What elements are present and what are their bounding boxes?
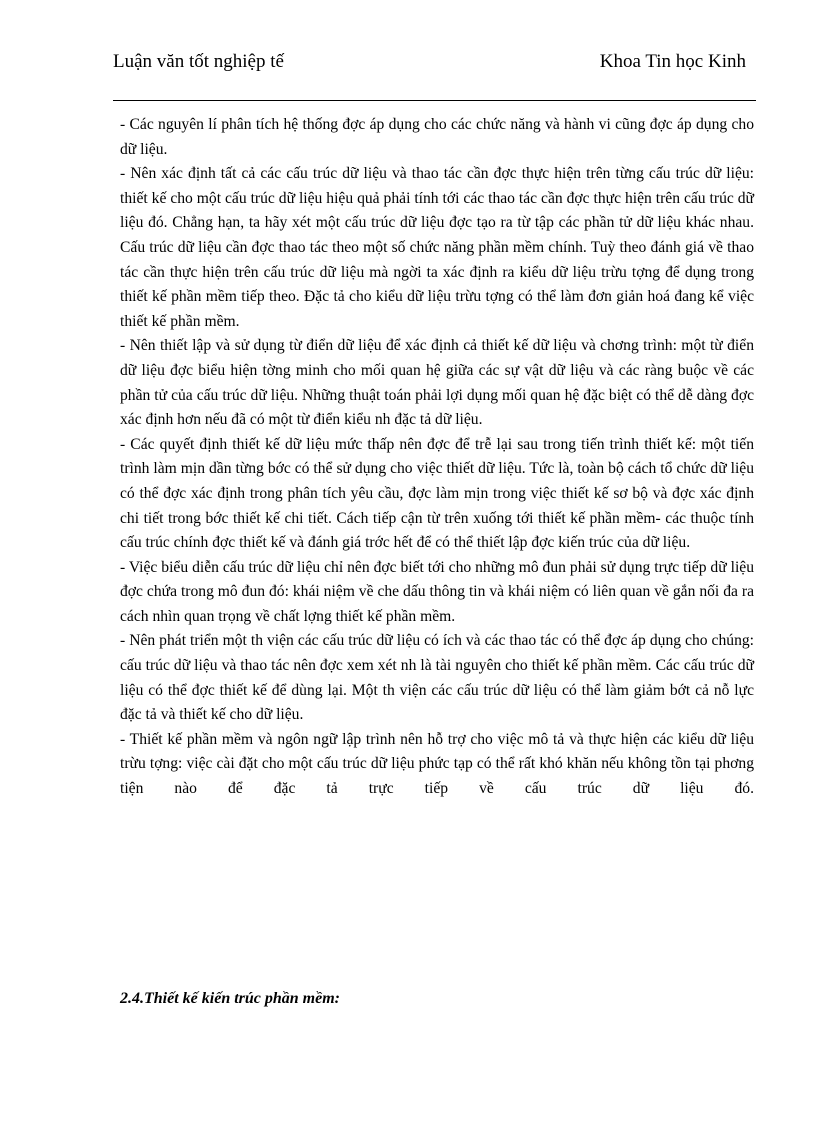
paragraph-library: - Nên phát triển một th viện các cấu trúc dữ liệu có ích và các thao tác có thể đợc áp dụng cho chúng: cấu trúc dữ liệu và thao tác nên đợc xem xét nh là tài nguyên cho thiết kế phần mềm. Các cấu trúc dữ liệu có thể đợc thiết kế để dùng lại. Một th viện các cấu trúc dữ liệu có thể làm giảm bớt cả nỗ lực đặc tả và thiết kế cho dữ liệu. [120,632,754,724]
paragraph-operations: - Nên xác định tất cả các cấu trúc dữ liệu và thao tác cần đợc thực hiện trên từng cấu trúc dữ liệu: thiết kế cho một cấu trúc dữ liệu hiệu quả phải tính tới các thao tác cần đợc thực hiện trên cấu trúc dữ liệu đó. Chẳng hạn, ta hãy xét một cấu trúc dữ liệu đợc tạo ra từ tập các phần tử dữ liệu khác nhau. Cấu trúc dữ liệu cần đợc thao tác theo một số chức năng phần mềm chính. Tuỳ theo đánh giá về thao tác cần thực hiện trên cấu trúc dữ liệu mà ngời ta xác định ra kiểu dữ liệu trừu tợng để dụng trong thiết kế phần mềm tiếp theo. Đặc tả cho kiểu dữ liệu trừu tợng có thể làm đơn giản hoá đang kể việc thiết kế phần mềm. [120,165,754,330]
section-heading: 2.4.Thiết kế kiến trúc phần mềm: [120,990,340,1007]
paragraph-abstract-types: - Thiết kế phần mềm và ngôn ngữ lập trình nên hỗ trợ cho việc mô tả và thực hiện các kiểu dữ liệu trừu tợng: việc cài đặt cho một cấu trúc dữ liệu phức tạp có thể rất khó khăn nếu không tồn tại phơng tiện nào để đặc tả trực tiếp về cấu trúc dữ liệu đó. [120,730,754,798]
paragraph-low-level-decisions: - Các quyết định thiết kế dữ liệu mức thấp nên đợc để trễ lại sau trong tiến trình thiết kế: một tiến trình làm mịn dần từng bớc có thể sử dụng cho việc thiết dữ liệu. Tức là, toàn bộ cách tổ chức dữ liệu có thể đợc xác định trong phân tích yêu cầu, đợc làm mịn trong việc thiết kế sơ bộ và đợc xác định chi tiết trong bớc thiết kế chi tiết. Cách tiếp cận từ trên xuống tới thiết kế phần mềm- các thuộc tính cấu trúc chính đợc thiết kế và đánh giá trớc hết để có thể thiết lập đợc kiến trúc của dữ liệu. [120,435,754,552]
paragraph-information-hiding: - Việc biểu diễn cấu trúc dữ liệu chỉ nên đợc biết tới cho những mô đun phải sử dụng trực tiếp dữ liệu đợc chứa trong mô đun đó: khái niệm về che dấu thông tin và khái niệm có liên quan về gắn nối đa ra cách nhìn quan trọng về chất lợng thiết kế phần mềm. [120,558,754,625]
page-header [113,50,756,102]
header-thesis-title: Luận văn tốt nghiệp tế [113,51,284,72]
header-rule [113,100,756,101]
paragraph-data-dictionary: - Nên thiết lập và sử dụng từ điển dữ liệu để xác định cả thiết kế dữ liệu và chơng trình: một từ điển dữ liệu đợc biểu hiện tờng minh cho mối quan hệ giữa các sự vật dữ liệu và các ràng buộc về các phần tử của cấu trúc dữ liệu. Những thuật toán phải lợi dụng mối quan hệ đặc biệt có thể dễ dàng đợc xác định hơn nếu đã có một từ điển kiểu nh đặc tả dữ liệu. [120,337,754,429]
paragraph-principles: - Các nguyên lí phân tích hệ thống đợc áp dụng cho các chức năng và hành vi cũng đợc áp dụng cho dữ liệu. [120,116,754,158]
header-faculty-name: Khoa Tin học Kinh [599,51,746,72]
body-text [120,113,754,802]
